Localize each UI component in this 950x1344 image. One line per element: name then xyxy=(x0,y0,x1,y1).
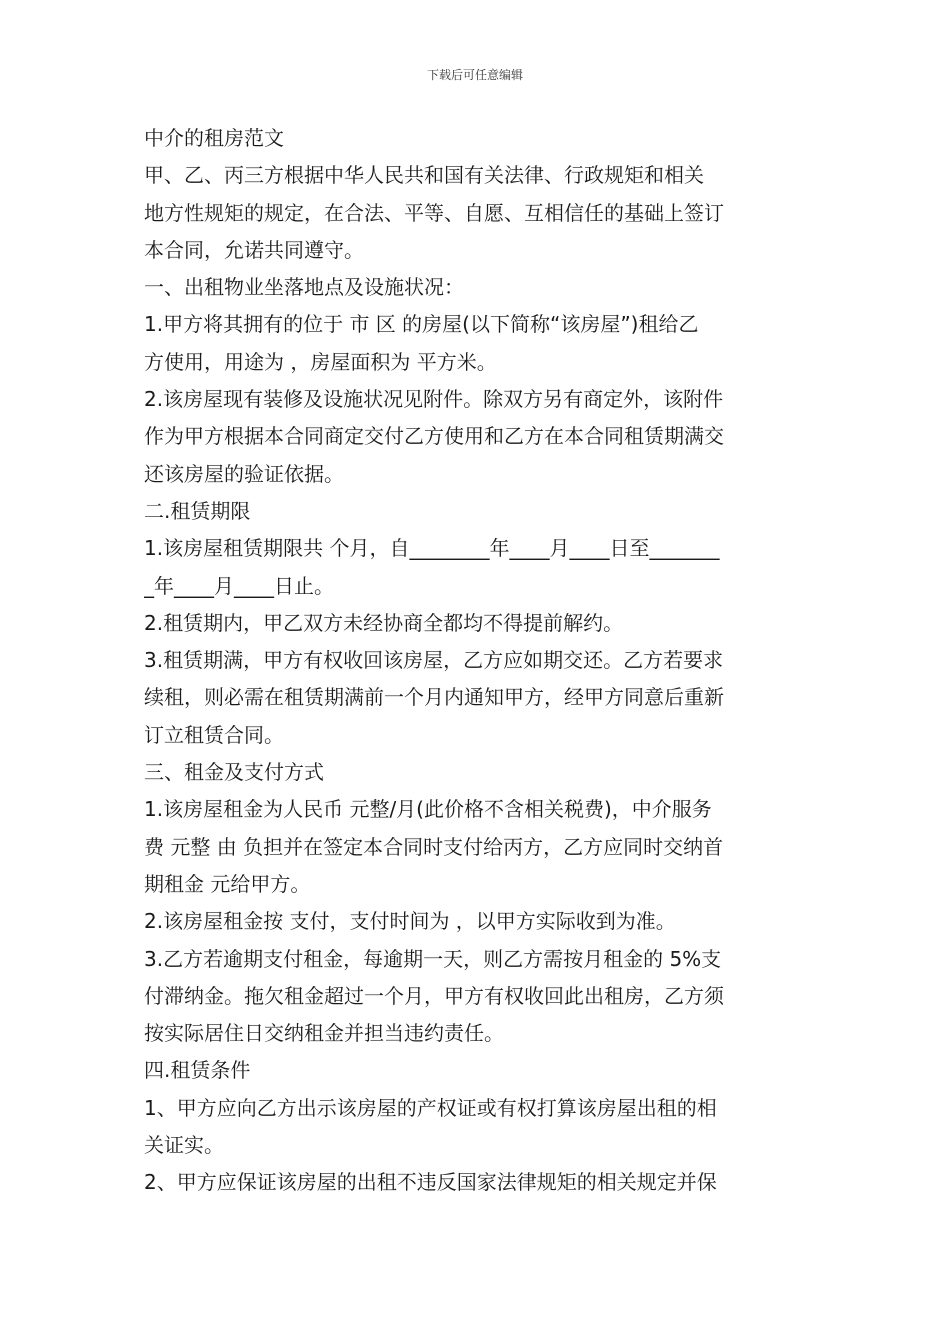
body-line: 2、甲方应保证该房屋的出租不违反国家法律规矩的相关规定并保 xyxy=(144,1170,717,1195)
document-body xyxy=(144,120,808,1202)
body-line: 按实际居住日交纳租金并担当违约责任。 xyxy=(144,1021,504,1046)
section-heading: 三、租金及支付方式 xyxy=(144,760,324,785)
body-line: 付滞纳金。拖欠租金超过一个月，甲方有权收回此出租房，乙方须 xyxy=(144,983,724,1008)
body-line: 方使用，用途为 ，房屋面积为 平方米。 xyxy=(144,349,497,374)
body-line: 本合同，允诺共同遵守。 xyxy=(144,237,364,262)
body-line: 2.该房屋现有装修及设施状况见附件。除双方另有商定外，该附件 xyxy=(144,387,724,412)
body-line: 1、甲方应向乙方出示该房屋的产权证或有权打算该房屋出租的相 xyxy=(144,1095,717,1120)
document-title: 中介的租房范文 xyxy=(144,126,284,150)
body-line: _年____月____日止。 xyxy=(144,573,334,598)
body-line: 2.该房屋租金按 支付，支付时间为 ，以甲方实际收到为准。 xyxy=(144,909,676,934)
body-line: 1.该房屋租金为人民币 元整/月(此价格不含相关税费)，中介服务 xyxy=(144,797,712,822)
body-line: 订立租赁合同。 xyxy=(144,722,284,747)
body-line: 1.该房屋租赁期限共 个月，自________年____月____日至_______ xyxy=(144,536,720,561)
body-line: 3.租赁期满，甲方有权收回该房屋，乙方应如期交还。乙方若要求 xyxy=(144,648,724,673)
body-line: 续租，则必需在租赁期满前一个月内通知甲方，经甲方同意后重新 xyxy=(144,685,724,710)
header-note: 下载后可任意编辑 xyxy=(426,68,523,82)
body-line: 2.租赁期内，甲乙双方未经协商全都均不得提前解约。 xyxy=(144,610,624,635)
body-line: 作为甲方根据本合同商定交付乙方使用和乙方在本合同租赁期满交 xyxy=(144,424,724,449)
body-line: 1.甲方将其拥有的位于 市 区 的房屋(以下简称“该房屋”)租给乙 xyxy=(144,312,699,337)
body-line: 期租金 元给甲方。 xyxy=(144,871,311,896)
body-line: 关证实。 xyxy=(144,1133,224,1158)
body-line: 还该房屋的验证依据。 xyxy=(144,461,344,486)
section-heading: 二.租赁期限 xyxy=(144,498,251,523)
body-line: 费 元整 由 负担并在签定本合同时支付给丙方，乙方应同时交纳首 xyxy=(144,834,724,859)
body-line: 地方性规矩的规定，在合法、平等、自愿、互相信任的基础上签订 xyxy=(144,200,724,225)
body-line: 甲、乙、丙三方根据中华人民共和国有关法律、行政规矩和相关 xyxy=(144,163,704,188)
section-heading: 一、出租物业坐落地点及设施状况： xyxy=(144,275,464,300)
body-line: 3.乙方若逾期支付租金，每逾期一天，则乙方需按月租金的 5%支 xyxy=(144,946,722,971)
section-heading: 四.租赁条件 xyxy=(144,1058,251,1083)
